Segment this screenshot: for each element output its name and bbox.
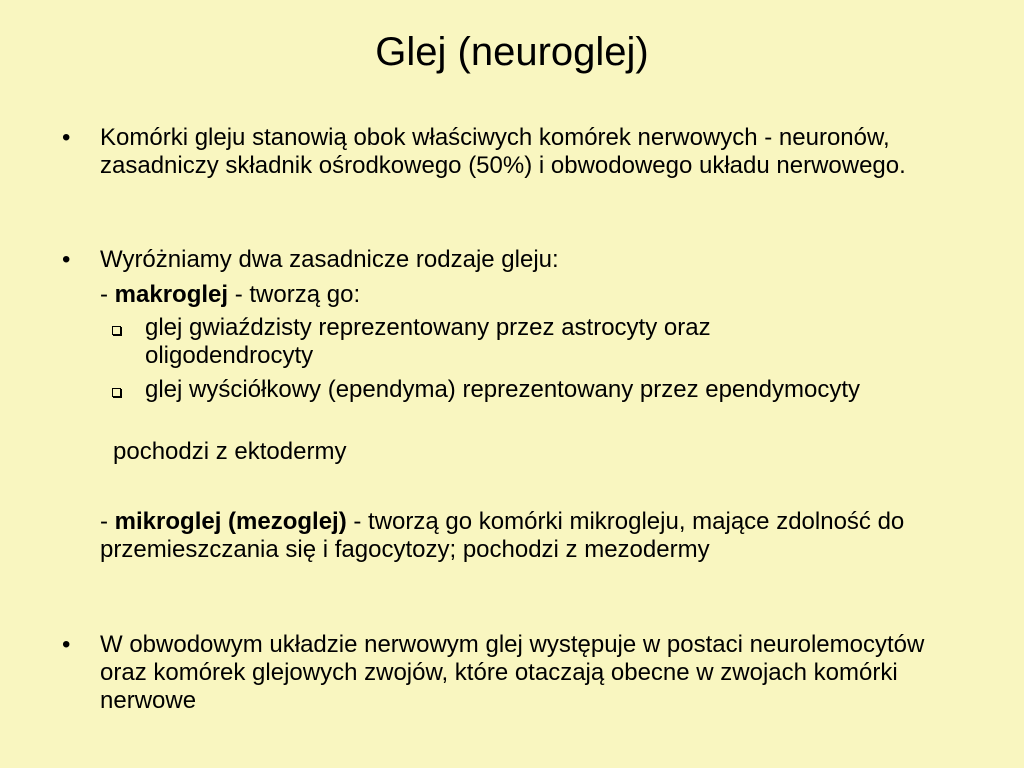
- macroglia-subitem-1: glej gwiaździsty reprezentowany przez astrocyty oraz oligodendrocyty: [145, 314, 711, 369]
- macroglia-prefix: -: [100, 281, 115, 308]
- bullet-1: •: [62, 124, 71, 151]
- checkbox-square-icon: [112, 388, 121, 397]
- paragraph-1: Komórki gleju stanowią obok właściwych komórek nerwowych - neuronów, zasadniczy składnik ośrodkowego (50%) i obwodowego układu nerwowego.: [100, 124, 906, 179]
- microglia-term: mikroglej (mezoglej): [114, 508, 347, 535]
- paragraph-2: Wyróżniamy dwa zasadnicze rodzaje gleju:: [100, 246, 559, 273]
- macroglia-subitem-2: glej wyściółkowy (ependyma) reprezentowany przez ependymocyty: [145, 376, 860, 403]
- paragraph-3: W obwodowym układzie nerwowym glej występuje w postaci neurolemocytów oraz komórek glejowych zwojów, które otaczają obecne w zwojach komórki nerwowe: [100, 631, 925, 714]
- slide-title: Glej (neuroglej): [375, 30, 649, 74]
- microglia-paragraph: [100, 508, 920, 564]
- microglia-suffix: - tworzą go komórki mikrogleju, mające zdolność do przemieszczania się i fagocytozy; pochodzi z mezodermy: [100, 508, 905, 563]
- macroglia-origin: pochodzi z ektodermy: [113, 438, 347, 465]
- bullet-3: •: [62, 631, 71, 658]
- macroglia-suffix: - tworzą go:: [228, 281, 361, 308]
- macroglia-line: [100, 281, 950, 309]
- checkbox-square-icon: [112, 326, 121, 335]
- microglia-prefix: -: [100, 508, 115, 535]
- bullet-2: •: [62, 246, 71, 273]
- macroglia-term: makroglej: [114, 281, 229, 308]
